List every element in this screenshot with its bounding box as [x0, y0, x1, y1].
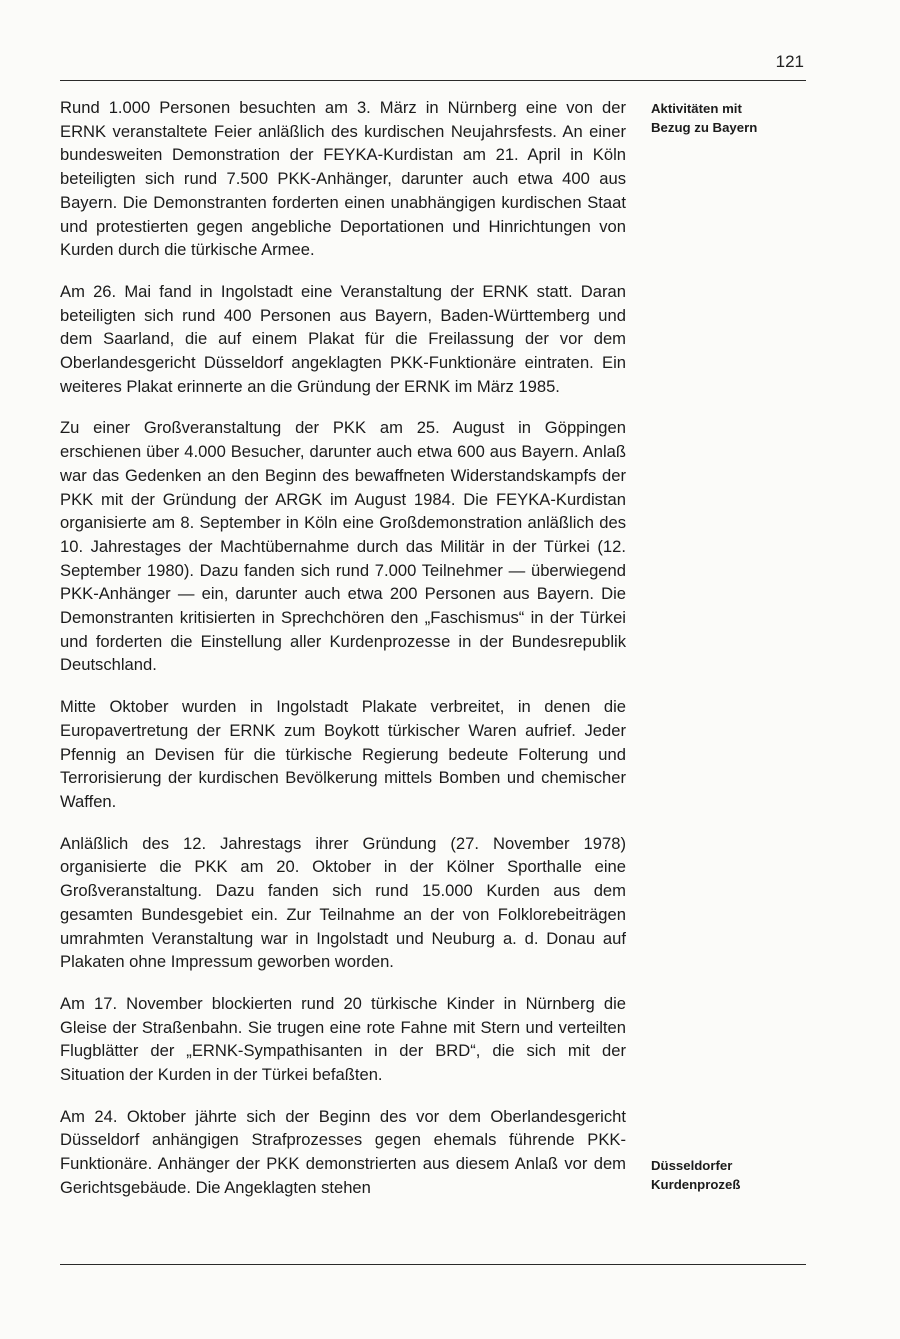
- paragraph: Rund 1.000 Personen besuchten am 3. März in Nürnberg eine von der ERNK veranstaltete Feier anläßlich des kurdischen Neujahrsfests. An einer bundesweiten Demonstration der FEYKA-Kurdistan am 21. April in Köln beteiligten sich rund 7.500 PKK-Anhänger, darunter auch etwa 400 aus Bayern. Die Demonstranten forderten einen unabhängigen kurdischen Staat und protestierten gegen angebliche Deportationen und Hinrichtungen von Kurden durch die türkische Armee.: [60, 98, 626, 260]
- paragraph: Anläßlich des 12. Jahrestags ihrer Gründung (27. November 1978) organisierte die PKK am 20. Oktober in der Kölner Sporthalle eine Großveranstaltung. Dazu fanden sich rund 15.000 Kurden aus dem gesamten Bundesgebiet ein. Zur Teilnahme an der von Folklorebeiträgen umrahmten Veranstaltung war in Ingolstadt und Neuburg a. d. Donau auf Plakaten ohne Impressum geworben worden.: [60, 833, 626, 972]
- sidebar-note-kurdenprozess: [651, 1156, 811, 1194]
- footer-rule: [60, 1264, 806, 1265]
- sidebar-note-line: Düsseldorfer: [651, 1158, 733, 1173]
- sidebar-note-line: Kurdenprozeß: [651, 1177, 741, 1192]
- main-text: [60, 96, 626, 1218]
- paragraph: Am 17. November blockierten rund 20 türkische Kinder in Nürnberg die Gleise der Straßenbahn. Sie trugen eine rote Fahne mit Stern und verteilten Flugblätter der „ERNK-Sympathisanten in der BRD“, die sich mit der Situation der Kurden in der Türkei befaßten.: [60, 993, 626, 1085]
- paragraph: Am 26. Mai fand in Ingolstadt eine Veranstaltung der ERNK statt. Daran beteiligten sich rund 400 Personen aus Bayern, Baden-Württemberg und dem Saarland, die auf einem Plakat für die Freilassung der vor dem Oberlandesgericht Düsseldorf angeklagten PKK-Funktionäre eintraten. Ein weiteres Plakat erinnerte an die Gründung der ERNK im März 1985.: [60, 281, 626, 396]
- page-number: 121: [775, 52, 804, 71]
- sidebar-note-line: Aktivitäten mit: [651, 101, 742, 116]
- paragraph: Zu einer Großveranstaltung der PKK am 25. August in Göppingen erschienen über 4.000 Besucher, darunter auch etwa 600 aus Bayern. Anlaß war das Gedenken an den Beginn des bewaffneten Widerstandskampfs der PKK mit der Gründung der ARGK im August 1984. Die FEYKA-Kurdistan organisierte am 8. September in Köln eine Großdemonstration anläßlich des 10. Jahrestages der Machtübernahme durch das Militär in der Türkei (12. September 1980). Dazu fanden sich rund 7.000 Teilnehmer — überwiegend PKK-Anhänger — ein, darunter auch etwa 200 Personen aus Bayern. Die Demonstranten kritisierten in Sprechchören den „Faschismus“ in der Türkei und forderten die Einstellung aller Kurdenprozesse in der Bundesrepublik Deutschland.: [60, 418, 626, 675]
- sidebar-note-bayern: [651, 99, 811, 137]
- header-rule: [60, 80, 806, 81]
- paragraph: Am 24. Oktober jährte sich der Beginn des vor dem Oberlandesgericht Düsseldorf anhängigen Strafprozesses gegen ehemals führende PKK-Funktionäre. Anhänger der PKK demonstrierten aus diesem Anlaß vor dem Gerichtsgebäude. Die Angeklagten stehen: [60, 1106, 626, 1197]
- sidebar-note-line: Bezug zu Bayern: [651, 120, 758, 135]
- paragraph: Mitte Oktober wurden in Ingolstadt Plakate verbreitet, in denen die Europavertretung der ERNK zum Boykott türkischer Waren aufrief. Jeder Pfennig an Devisen für die türkische Regierung bedeute Folterung und Terrorisierung der kurdischen Bevölkerung mittels Bomben und chemischer Waffen.: [60, 697, 626, 811]
